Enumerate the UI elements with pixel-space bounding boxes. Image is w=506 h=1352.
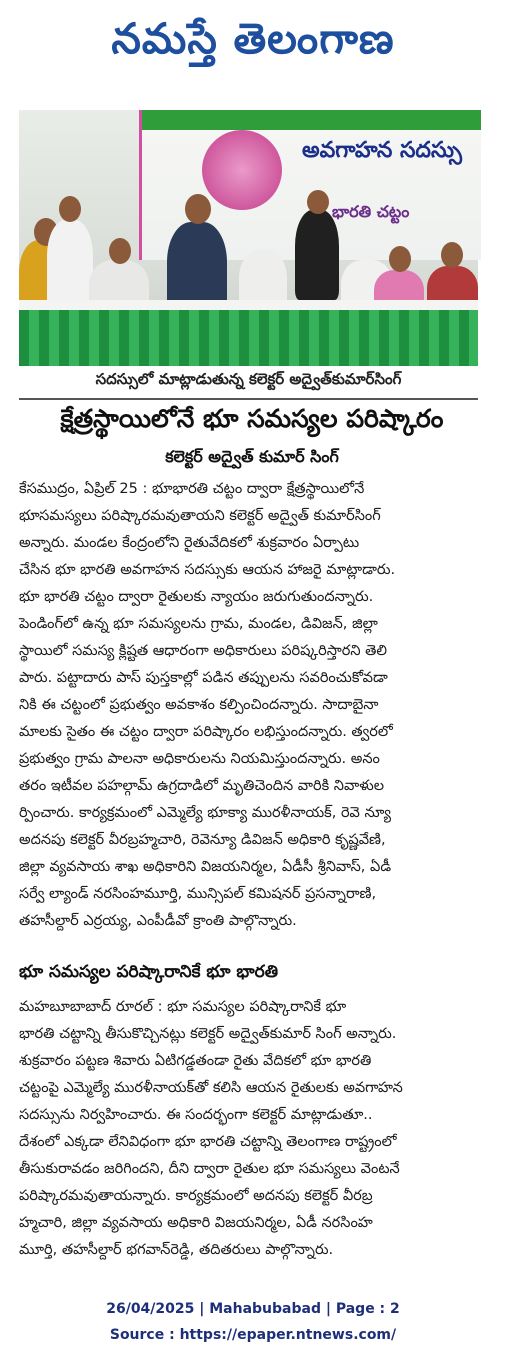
article-line: తహసీల్దార్ ఎర్రయ్య, ఎంపీడీవో క్రాంతి పాల్గొన్నారు. [19, 913, 297, 929]
article-line: చేసిన భూ భారతి అవగాహన సదస్సుకు ఆయన హాజరై మాట్లాడారు. [19, 562, 396, 578]
person-head [389, 246, 411, 272]
article-line: సర్వే ల్యాండ్ నరసింహమూర్తి, మున్సిపల్ కమిషనర్ ప్రసన్నారాణి, [19, 886, 377, 902]
article-line: మహబూబాబాద్ రూరల్ : భూ సమస్యల పరిష్కారానికే భూ [19, 999, 347, 1015]
article-line: ప్రభుత్వం గ్రామ పాలనా అధికారులను నియమిస్తుందన్నారు. అనం [19, 751, 380, 767]
person-head [441, 242, 463, 268]
photo-emblem [202, 130, 282, 210]
person-figure [47, 220, 93, 310]
person-head [59, 196, 81, 222]
photo-banner-text: అవగాహన సదస్సు [302, 138, 462, 163]
article-line: హ్మచారి, జిల్లా వ్యవసాయ అధికారి విజయనిర్మల, ఏడీ నరసింహ [19, 1215, 373, 1231]
article-line: అదనపు కలెక్టర్ వీరబ్రహ్మచారి, రెవెన్యూ డివిజన్ అధికారి కృష్ణవేణి, [19, 832, 386, 848]
page-footer [0, 1296, 506, 1348]
article-line: తీసుకురావడం జరిగిందని, దీని ద్వారా రైతుల భూ సమస్యలు వెంటనే [19, 1161, 400, 1177]
masthead-title: నమస్తే తెలంగాణ [111, 14, 395, 63]
article-line: సదస్సును నిర్వహించారు. ఈ సందర్భంగా కలెక్టర్ మాట్లాడుతూ.. [19, 1107, 373, 1123]
person-figure [295, 210, 339, 300]
photo-banner-subtext: భారతి చట్టం [332, 202, 410, 221]
article-line: శుక్రవారం పట్టణ శివారు ఏటిగడ్డతండా రైతు వేదికలో భూ భారతి [19, 1053, 372, 1069]
article-body-1 [19, 476, 485, 929]
article-line: మాలకు సైతం ఈ చట్టం ద్వారా పరిష్కారం లభిస్తుందన్నారు. త్వరలో [19, 724, 393, 740]
article-line: నికి ఈ చట్టంలో ప్రభుత్వం అవకాశం కల్పించిందన్నారు. సాదాబైనా [19, 697, 379, 713]
article-line: చట్టంపై ఎమ్మెల్యే మురళీనాయక్‌తో కలిసి ఆయన రైతులకు అవగాహన [19, 1080, 403, 1096]
article-line: భారతి చట్టాన్ని తీసుకొచ్చినట్లు కలెక్టర్ అద్వైత్‌కుమార్ సింగ్ అన్నారు. [19, 1026, 397, 1042]
article-line: కేసముద్రం, ఏప్రిల్ 25 : భూభారతి చట్టం ద్వారా క్షేత్రస్థాయిలోనే [19, 481, 365, 497]
article-line: భూసమస్యలు పరిష్కారమవుతాయని కలెక్టర్ అద్వైత్ కుమార్‌సింగ్ [19, 508, 381, 524]
article-line: తరం ఇటీవల పహల్గామ్ ఉగ్రదాడిలో మృతిచెందిన వారికి నివాళుల [19, 778, 385, 794]
article-line: స్థాయిలో సమస్య క్లిష్టత ఆధారంగా అధికారులు పరిష్కరిస్తారని తెలి [19, 643, 388, 659]
person-head [307, 190, 329, 214]
person-head [185, 194, 211, 224]
article-subhead: కలెక్టర్ అద్వైత్ కుమార్ సింగ్ [165, 447, 339, 466]
article-headline: క్షేత్రస్థాయిలోనే భూ సమస్యల పరిష్కారం [60, 404, 444, 433]
article-line: మూర్తి, తహసీల్దార్ భగవాన్‌రెడ్డి, తదితరులు పాల్గొన్నారు. [19, 1242, 334, 1258]
article-line: పరిష్కారమవుతాయన్నారు. కార్యక్రమంలో అదనపు కలెక్టర్ వీరబ్ర [19, 1188, 373, 1204]
article-line: భూ భారతి చట్టం ద్వారా రైతులకు న్యాయం జరుగుతుందన్నారు. [19, 589, 374, 605]
article-line: ర్పించారు. కార్యక్రమంలో ఎమ్మెల్యే భూక్యా మురళీనాయక్, రెవె న్యూ [19, 805, 391, 821]
caption-divider [19, 398, 478, 400]
footer-date-edition: 26/04/2025 | Mahabubabad | Page : 2 [106, 1301, 400, 1317]
photo-banner-stripe [142, 110, 481, 130]
news-photo [19, 110, 478, 366]
person-head [109, 238, 131, 264]
article-body-2 [19, 994, 485, 1284]
article-subheading: భూ సమస్యల పరిష్కారానికే భూ భారతి [19, 962, 278, 982]
article-line: దేశంలో ఎక్కడా లేనివిధంగా భూ భారతి చట్టాన్ని తెలంగాణ రాష్ట్రంలో [19, 1134, 397, 1150]
article-line: పారు. పట్టాదారు పాస్ పుస్తకాల్లో పడిన తప్పులను సవరించుకోవడా [19, 670, 388, 686]
article-line: పెండింగ్‌లో ఉన్న భూ సమస్యలను గ్రామ, మండల, డివిజన్, జిల్లా [19, 616, 378, 632]
masthead [0, 4, 506, 84]
footer-source-link[interactable]: Source : https://epaper.ntnews.com/ [109, 1327, 397, 1343]
article-line: అన్నారు. మండల కేంద్రంలోని రైతువేదికలో శుక్రవారం ఏర్పాటు [19, 535, 360, 551]
article-line: జిల్లా వ్యవసాయ శాఖ అధికారిని విజయనిర్మల, ఏడీసీ శ్రీనివాస్, ఏడీ [19, 859, 392, 875]
tablecloth [19, 310, 478, 366]
photo-caption: సదస్సులో మాట్లాడుతున్న కలెక్టర్ అద్వైత్‌కుమార్‌సింగ్ [95, 370, 402, 388]
